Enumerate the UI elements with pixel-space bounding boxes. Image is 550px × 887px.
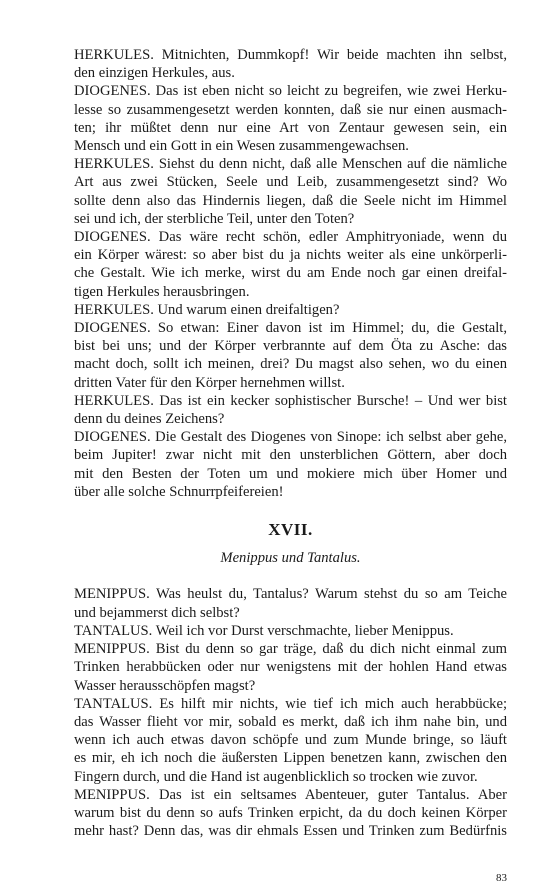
text-line: bist bei uns; und der Körper verbrannte auf dem Öta zu Asche: das	[74, 338, 507, 355]
text-line: DIOGENES. Das wäre recht schön, edler Amphitryoniade, wenn du	[74, 229, 507, 246]
text-line: und bejammerst dich selbst?	[74, 604, 240, 621]
text-line: TANTALUS. Es hilft mir nichts, wie tief ich mich auch herabbücke;	[74, 695, 507, 712]
chapter-subtitle: Menippus und Tantalus.	[220, 550, 361, 567]
book-page	[74, 46, 507, 884]
text-line: MENIPPUS. Was heulst du, Tantalus? Warum stehst du so am Teiche	[74, 586, 507, 603]
text-line: den einzigen Herkules, aus.	[74, 65, 235, 82]
text-line: HERKULES. Mitnichten, Dummkopf! Wir beide machten ihn selbst,	[74, 47, 507, 63]
text-line: HERKULES. Und warum einen dreifaltigen?	[74, 301, 340, 318]
dialogue-section-2	[74, 585, 507, 840]
text-line: Mensch und ein Gott in ein Wesen zusammengewachsen.	[74, 138, 409, 155]
text-line: che Gestalt. Wie ich merke, wirst du am Ende noch gar einen dreifal-	[74, 265, 507, 282]
page-number: 83	[496, 872, 507, 884]
text-line: wenn ich auch etwas davon schöpfe und zum Munde bringe, so läuft	[74, 732, 507, 749]
text-line: sei und ich, der sterbliche Teil, unter den Toten?	[74, 210, 355, 227]
text-line: ein Körper wärest: so aber bist du ja nichts weiter als eine unkörperli-	[74, 247, 507, 264]
text-line: Art aus zwei Stücken, Seele und Leib, zusammengesetzt sind? Wo	[74, 174, 507, 191]
text-line: tigen Herkules herausbringen.	[74, 283, 250, 300]
dialogue-section-1	[74, 46, 507, 501]
text-line: DIOGENES. So etwan: Einer davon ist im Himmel; du, die Gestalt,	[74, 320, 507, 337]
text-line: dritten Vater für den Körper hernehmen willst.	[74, 374, 345, 391]
text-line: das Wasser flieht vor mir, sobald es merkt, daß ich ihm nahe bin, und	[74, 713, 507, 730]
text-line: beim Jupiter! zwar nicht mit den unsterblichen Göttern, aber doch	[74, 447, 507, 464]
text-line: lesse so zusammengesetzt werden konnten, daß sie nur einen ausmach-	[74, 101, 507, 118]
text-line: mehr hast? Denn das, was dir ehmals Essen und Trinken zum Bedürfnis	[74, 823, 507, 840]
text-line: macht doch, sollt ich meinen, drei? Du magst also sehen, wo du einen	[74, 356, 507, 373]
text-line: über alle solche Schnurrpfeifereien!	[74, 483, 284, 500]
text-line: sollte denn also das Hindernis liegen, daß die Seele nicht im Himmel	[74, 192, 507, 209]
text-line: Wasser herausschöpfen magst?	[74, 677, 256, 694]
text-line: MENIPPUS. Das ist ein seltsames Abenteuer, guter Tantalus. Aber	[74, 786, 507, 803]
text-line: DIOGENES. Die Gestalt des Diogenes von Sinope: ich selbst aber gehe,	[74, 429, 507, 446]
text-line: HERKULES. Das ist ein kecker sophistischer Bursche! – Und wer bist	[74, 392, 507, 409]
text-line: warum bist du denn so aufs Trinken erpicht, da du doch keinen Körper	[74, 804, 507, 821]
text-line: HERKULES. Siehst du denn nicht, daß alle Menschen auf die nämliche	[74, 156, 507, 173]
text-line: mit den Besten der Toten um und mokiere mich über Homer und	[74, 465, 507, 482]
text-line: MENIPPUS. Bist du denn so gar träge, daß du dich nicht einmal zum	[74, 641, 507, 658]
text-line: ten; ihr müßtet denn nur eine Art von Zentaur gewesen sein, ein	[74, 119, 507, 136]
text-line: DIOGENES. Das ist eben nicht so leicht zu begreifen, wie zwei Herku-	[74, 83, 507, 100]
text-line: es mir, eh ich noch die äußersten Lippen benetzen kann, zwischen den	[74, 750, 507, 767]
text-line: Trinken herabbücken oder nur wenigstens mit der hohlen Hand etwas	[74, 659, 507, 676]
text-line: TANTALUS. Weil ich vor Durst verschmachte, lieber Menippus.	[74, 622, 454, 639]
chapter-title: XVII.	[268, 520, 313, 540]
text-line: denn du deines Zeichens?	[74, 411, 225, 428]
text-line: Fingern durch, und die Hand ist augenblicklich so trocken wie zuvor.	[74, 768, 478, 785]
